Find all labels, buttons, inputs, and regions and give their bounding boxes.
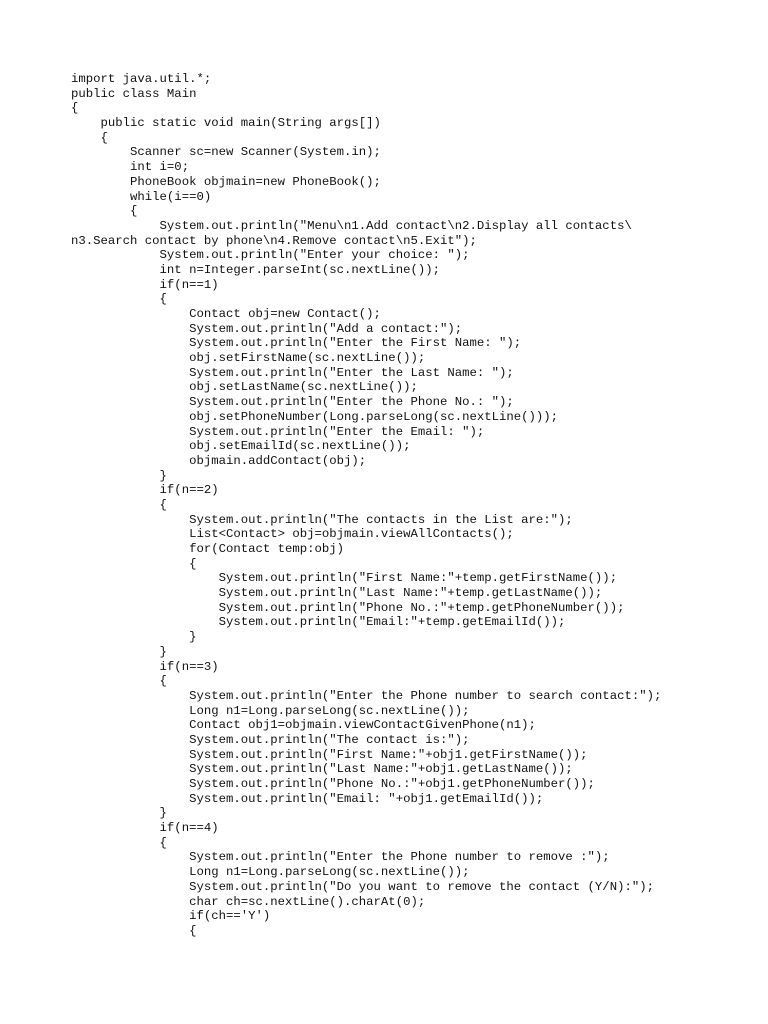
code-line: if(n==1): [71, 277, 219, 292]
code-line: int n=Integer.parseInt(sc.nextLine());: [71, 262, 440, 277]
code-line: {: [71, 556, 197, 571]
code-line: int i=0;: [71, 160, 190, 175]
code-line: obj.setPhoneNumber(Long.parseLong(sc.nextLine()));: [71, 409, 559, 424]
code-line: obj.setLastName(sc.nextLine());: [71, 380, 418, 395]
code-line: obj.setEmailId(sc.nextLine());: [71, 439, 411, 454]
code-line: {: [71, 204, 138, 219]
code-line: System.out.println("Add a contact:");: [71, 321, 463, 336]
code-line: List<Contact> obj=objmain.viewAllContacts();: [71, 527, 514, 542]
code-line: {: [71, 923, 197, 938]
code-line: objmain.addContact(obj);: [71, 453, 367, 468]
code-line: while(i==0): [71, 189, 212, 204]
code-line: import java.util.*;: [71, 72, 212, 86]
code-line: }: [71, 468, 167, 483]
code-line: for(Contact temp:obj): [71, 542, 345, 556]
code-line: Long n1=Long.parseLong(sc.nextLine());: [71, 703, 470, 718]
code-line: if(n==2): [71, 483, 219, 498]
code-line: System.out.println("Email: "+obj1.getEmailId());: [71, 791, 544, 806]
code-line: n3.Search contact by phone\n4.Remove contact\n5.Exit");: [71, 233, 477, 248]
code-line: Contact obj1=objmain.viewContactGivenPhone(n1);: [71, 718, 536, 733]
code-line: PhoneBook objmain=new PhoneBook();: [71, 174, 381, 189]
code-line: if(n==3): [71, 659, 219, 674]
code-line: {: [71, 292, 167, 307]
code-line: System.out.println("Enter your choice: ");: [71, 248, 470, 263]
code-line: System.out.println("Enter the Last Name: ");: [71, 365, 514, 380]
code-line: System.out.println("Last Name:"+obj1.getLastName());: [71, 762, 573, 777]
code-line: System.out.println("Enter the Phone number to remove :");: [71, 850, 610, 865]
code-listing: [71, 72, 711, 939]
code-line: System.out.println("Enter the Phone No.: ");: [71, 395, 514, 410]
code-line: }: [71, 806, 167, 821]
code-line: {: [71, 101, 79, 116]
code-line: }: [71, 630, 197, 645]
code-line: System.out.println("The contact is:");: [71, 732, 470, 747]
code-line: public static void main(String args[]): [71, 116, 381, 131]
code-line: Long n1=Long.parseLong(sc.nextLine());: [71, 865, 470, 880]
code-line: obj.setFirstName(sc.nextLine());: [71, 351, 426, 366]
code-line: char ch=sc.nextLine().charAt(0);: [71, 894, 426, 909]
code-line: Scanner sc=new Scanner(System.in);: [71, 145, 381, 160]
code-line: System.out.println("First Name:"+temp.getFirstName());: [71, 571, 618, 586]
code-line: if(ch=='Y'): [71, 909, 271, 924]
code-line: {: [71, 835, 167, 850]
code-line: {: [71, 497, 167, 512]
code-line: {: [71, 130, 108, 145]
code-line: System.out.println("The contacts in the List are:");: [71, 512, 573, 527]
code-line: System.out.println("Email:"+temp.getEmailId());: [71, 615, 566, 630]
code-line: System.out.println("Enter the First Name: ");: [71, 336, 522, 351]
code-line: System.out.println("Phone No.:"+obj1.getPhoneNumber());: [71, 777, 595, 791]
code-line: }: [71, 644, 167, 659]
code-line: {: [71, 674, 167, 689]
code-line: public class Main: [71, 86, 197, 101]
code-line: System.out.println("Enter the Phone number to search contact:");: [71, 688, 662, 703]
code-line: if(n==4): [71, 821, 219, 836]
code-line: System.out.println("First Name:"+obj1.getFirstName());: [71, 747, 588, 762]
code-line: System.out.println("Last Name:"+temp.getLastName());: [71, 586, 603, 601]
code-line: System.out.println("Enter the Email: ");: [71, 424, 485, 439]
code-line: System.out.println("Phone No.:"+temp.getPhoneNumber());: [71, 600, 625, 615]
code-line: System.out.println("Do you want to remove the contact (Y/N):");: [71, 879, 654, 894]
code-line: Contact obj=new Contact();: [71, 307, 381, 321]
code-line: System.out.println("Menu\n1.Add contact\n2.Display all contacts\: [71, 218, 632, 233]
